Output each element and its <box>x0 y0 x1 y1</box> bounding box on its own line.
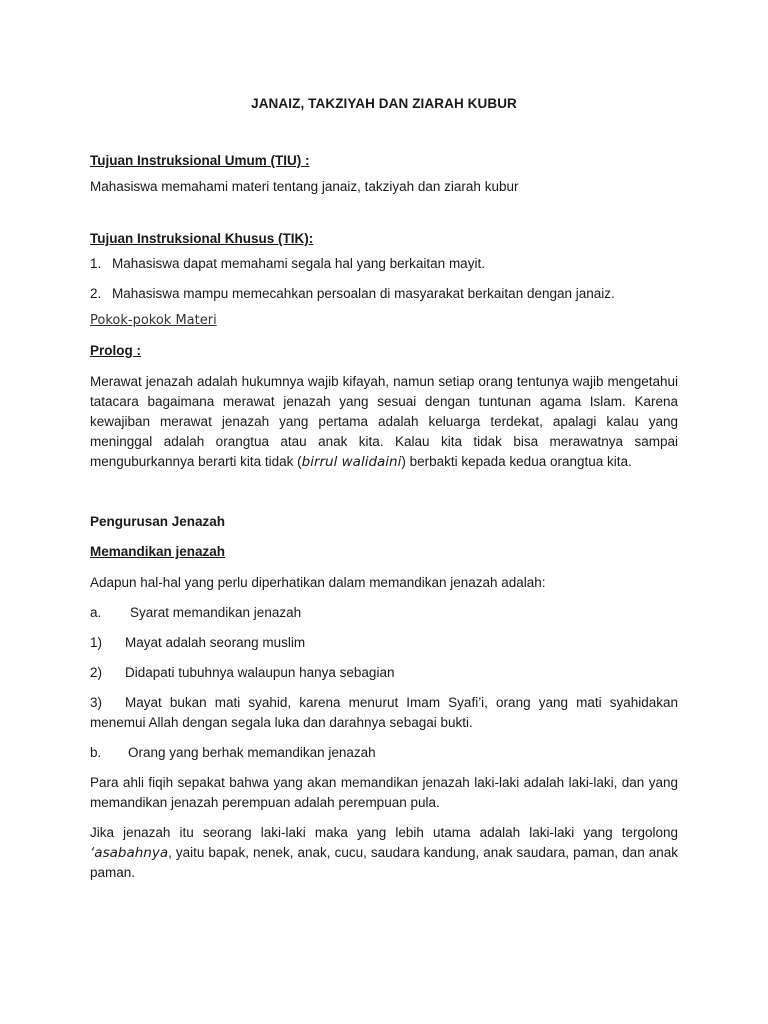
tik-item-2-text: Mahasiswa mampu memecahkan persoalan di masyarakat berkaitan dengan janaiz. <box>112 286 615 301</box>
list-item-2 <box>90 663 394 683</box>
tik-heading: Tujuan Instruksional Khusus (TIK): <box>90 231 314 246</box>
prolog-text-after: ) berbakti kepada kedua orangtua kita. <box>401 454 632 469</box>
tik-item-1-num: 1. <box>90 256 102 271</box>
list-item-1-num: 1) <box>90 635 103 650</box>
pokok-materi-link[interactable]: Pokok-pokok Materi <box>90 313 217 328</box>
tiu-heading: Tujuan Instruksional Umum (TIU) : <box>90 153 310 168</box>
list-item-1 <box>90 633 305 653</box>
tik-item-2 <box>90 284 615 304</box>
tik-item-1 <box>90 254 485 274</box>
list-item-2-num: 2) <box>90 665 103 680</box>
prolog-paragraph <box>90 372 678 472</box>
para-ahli-fiqih: Para ahli fiqih sepakat bahwa yang akan memandikan jenazah laki-laki adalah laki-laki, dan yang memandikan jenazah perempuan adalah perempuan pula. <box>90 775 678 810</box>
para2-italic: ‘asabahnya <box>90 845 169 861</box>
para2-before: Jika jenazah itu seorang laki-laki maka yang lebih utama adalah laki-laki yang tergolong <box>90 825 678 840</box>
list-item-a-num: a. <box>90 605 102 620</box>
prolog-heading: Prolog : <box>90 343 141 358</box>
list-item-b-text: Orang yang berhak memandikan jenazah <box>128 745 376 760</box>
pengurusan-heading: Pengurusan Jenazah <box>90 514 226 529</box>
list-item-2-text: Didapati tubuhnya walaupun hanya sebagian <box>125 665 395 680</box>
tik-item-1-text: Mahasiswa dapat memahami segala hal yang berkaitan mayit. <box>112 256 485 271</box>
list-item-b-num: b. <box>90 745 102 760</box>
memandikan-heading: Memandikan jenazah <box>90 544 226 559</box>
list-item-1-text: Mayat adalah seorang muslim <box>125 635 306 650</box>
prolog-italic: birrul walidaini <box>301 454 402 470</box>
document-title: JANAIZ, TAKZIYAH DAN ZIARAH KUBUR <box>251 96 517 111</box>
para2-after: , yaitu bapak, nenek, anak, cucu, saudara kandung, anak saudara, paman, dan anak paman. <box>90 845 678 880</box>
list-item-3-num: 3) <box>90 695 103 710</box>
tik-item-2-num: 2. <box>90 286 102 301</box>
list-item-a <box>90 603 301 623</box>
para-jenazah-laki <box>90 823 678 883</box>
list-item-b <box>90 743 376 763</box>
list-item-3 <box>90 693 678 733</box>
tiu-text: Mahasiswa memahami materi tentang janaiz, takziyah dan ziarah kubur <box>90 179 519 194</box>
memandikan-intro: Adapun hal-hal yang perlu diperhatikan dalam memandikan jenazah adalah: <box>90 575 546 590</box>
list-item-3-text: Mayat bukan mati syahid, karena menurut Imam Syafi’i, orang yang mati syahidakan menemui Allah dengan segala luka dan darahnya sebagai bukti. <box>90 695 678 730</box>
list-item-a-text: Syarat memandikan jenazah <box>130 605 302 620</box>
prolog-text-before: Merawat jenazah adalah hukumnya wajib kifayah, namun setiap orang tentunya wajib mengetahui tatacara bagaimana merawat jenazah yang sesuai dengan tuntunan agama Islam. Karena kewajiban merawat jenazah yang pertama adalah keluarga terdekat, apalagi kalau yang meninggal adalah orangtua atau anak kita. Kalau kita tidak bisa merawatnya sampai menguburkannya berarti kita tidak ( <box>90 374 678 469</box>
